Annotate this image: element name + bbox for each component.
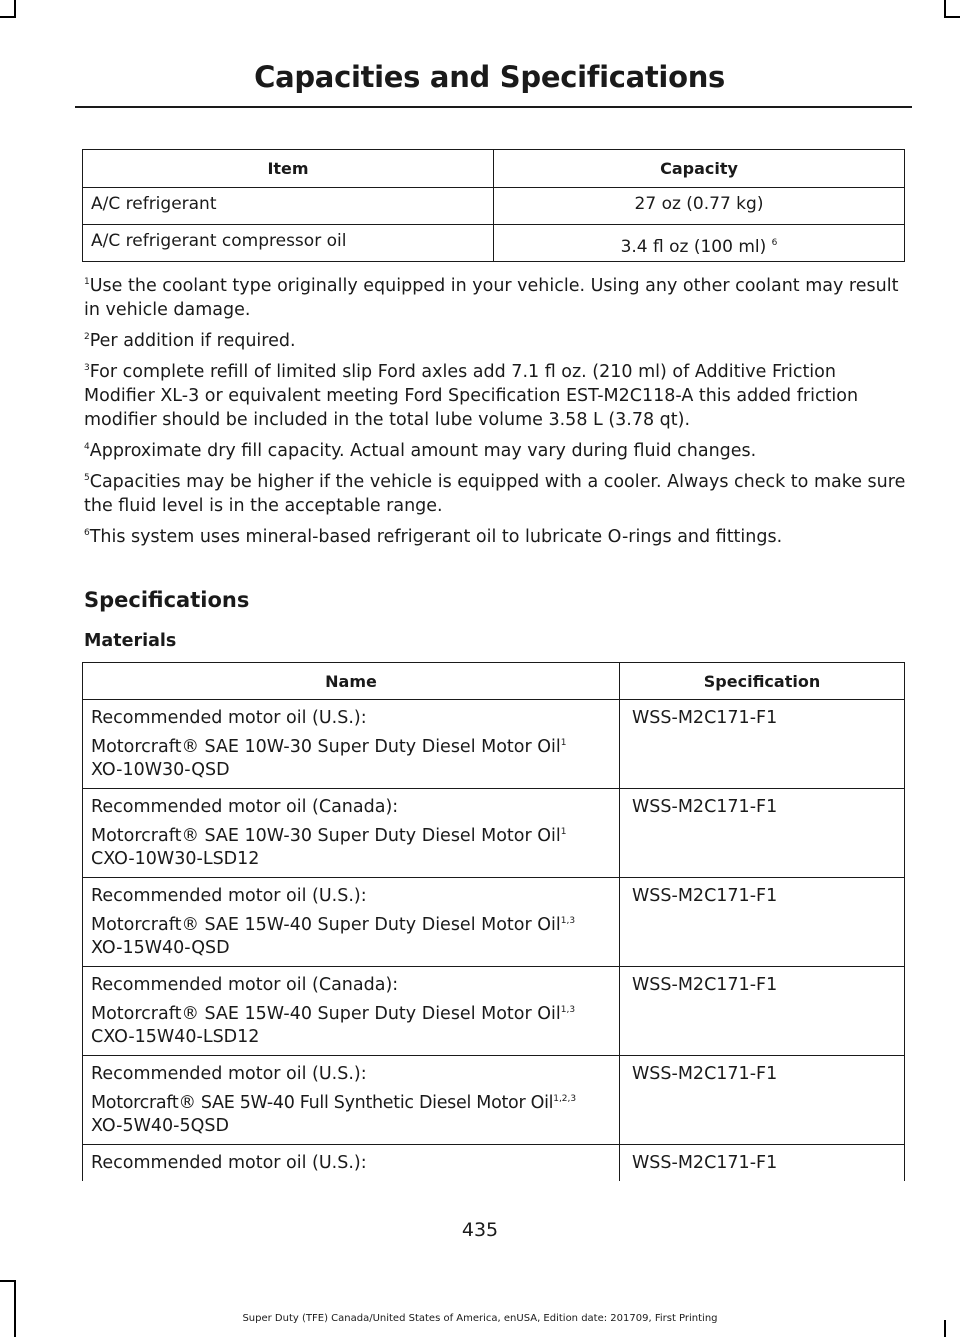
spec-cell: WSS-M2C171-F1 bbox=[620, 700, 905, 789]
footnote-number: 3 bbox=[84, 363, 90, 373]
crop-mark bbox=[14, 1280, 16, 1337]
table-row bbox=[83, 700, 905, 789]
crop-mark bbox=[944, 16, 960, 18]
oil-label: Recommended motor oil (U.S.): bbox=[91, 886, 367, 906]
spec-cell: WSS-M2C171-F1 bbox=[620, 1145, 905, 1182]
oil-label: Recommended motor oil (U.S.): bbox=[91, 708, 367, 728]
name-cell bbox=[83, 878, 620, 967]
footnote bbox=[84, 274, 908, 322]
part-number: XO-15W40-QSD bbox=[91, 938, 230, 958]
item-cell: A/C refrigerant bbox=[83, 188, 494, 225]
footnote-text: For complete refill of limited slip Ford axles add 7.1 fl oz. (210 ml) of Additive Friction Modifier XL-3 or equivalent meeting Ford Specification EST-M2C118-A this added friction modifier should be included in the total lube volume 3.58 L (3.78 qt). bbox=[84, 362, 859, 430]
capacity-table bbox=[82, 149, 905, 262]
footnote-number: 6 bbox=[84, 528, 90, 538]
footnote-ref: 6 bbox=[771, 238, 778, 248]
footnote bbox=[84, 439, 908, 463]
part-number: XO-5W40-5QSD bbox=[91, 1116, 229, 1136]
footnote-ref: 1,3 bbox=[560, 916, 576, 926]
name-cell bbox=[83, 967, 620, 1056]
footnote-ref: 1,2,3 bbox=[553, 1094, 577, 1104]
footnote-text: Use the coolant type originally equipped in your vehicle. Using any other coolant may result in vehicle damage. bbox=[84, 276, 899, 320]
title-divider bbox=[75, 106, 912, 108]
product-name: Motorcraft® SAE 15W-40 Super Duty Diesel Motor Oil bbox=[91, 1004, 561, 1024]
footnote-number: 1 bbox=[84, 277, 90, 287]
footnote-number: 2 bbox=[84, 332, 90, 342]
oil-label: Recommended motor oil (Canada): bbox=[91, 797, 399, 817]
table-header-row bbox=[83, 663, 905, 700]
footnote-ref: 1 bbox=[560, 827, 567, 837]
column-header-specification: Specification bbox=[620, 663, 905, 700]
footnote-ref: 1,3 bbox=[560, 1005, 576, 1015]
footer-text: Super Duty (TFE) Canada/United States of America, enUSA, Edition date: 201709, First Printing bbox=[242, 1313, 718, 1324]
oil-label: Recommended motor oil (U.S.): bbox=[91, 1064, 367, 1084]
footnote-text: Capacities may be higher if the vehicle is equipped with a cooler. Always check to make sure the fluid level is in the acceptable range. bbox=[84, 472, 906, 516]
table-row bbox=[83, 188, 905, 225]
footnote-text: Per addition if required. bbox=[89, 331, 296, 351]
spec-cell: WSS-M2C171-F1 bbox=[620, 789, 905, 878]
subsection-heading: Materials bbox=[84, 631, 177, 651]
footnotes bbox=[84, 274, 908, 556]
page-number: 435 bbox=[461, 1219, 499, 1241]
capacity-cell bbox=[494, 188, 905, 225]
capacity-cell bbox=[494, 225, 905, 262]
name-cell bbox=[83, 1145, 620, 1182]
part-number: XO-10W30-QSD bbox=[91, 760, 230, 780]
footnote-number: 5 bbox=[84, 473, 90, 483]
crop-mark bbox=[0, 16, 16, 18]
part-number: CXO-10W30-LSD12 bbox=[91, 849, 260, 869]
spec-cell: WSS-M2C171-F1 bbox=[620, 878, 905, 967]
footnote-text: Approximate dry fill capacity. Actual amount may vary during fluid changes. bbox=[89, 441, 757, 461]
product-name: Motorcraft® SAE 5W-40 Full Synthetic Diesel Motor Oil bbox=[91, 1093, 554, 1113]
column-header-capacity: Capacity bbox=[494, 150, 905, 188]
footnote bbox=[84, 329, 908, 353]
table-row bbox=[83, 225, 905, 262]
footnote bbox=[84, 360, 908, 432]
spec-cell: WSS-M2C171-F1 bbox=[620, 967, 905, 1056]
table-header-row bbox=[83, 150, 905, 188]
name-cell bbox=[83, 789, 620, 878]
footnote-ref: 1 bbox=[560, 738, 567, 748]
part-number: CXO-15W40-LSD12 bbox=[91, 1027, 260, 1047]
item-cell: A/C refrigerant compressor oil bbox=[83, 225, 494, 262]
capacity-value: 3.4 fl oz (100 ml) bbox=[620, 237, 767, 257]
table-row bbox=[83, 789, 905, 878]
footnote-text: This system uses mineral-based refrigerant oil to lubricate O-rings and fittings. bbox=[89, 527, 783, 547]
page-title: Capacities and Specifications bbox=[254, 60, 725, 94]
capacity-value: 27 oz (0.77 kg) bbox=[634, 194, 764, 214]
table-row bbox=[83, 1145, 905, 1182]
oil-label: Recommended motor oil (U.S.): bbox=[91, 1153, 367, 1173]
name-cell bbox=[83, 700, 620, 789]
product-name: Motorcraft® SAE 15W-40 Super Duty Diesel Motor Oil bbox=[91, 915, 561, 935]
crop-mark bbox=[0, 1280, 16, 1282]
footnote-number: 4 bbox=[84, 442, 90, 452]
table-row bbox=[83, 878, 905, 967]
section-heading: Specifications bbox=[84, 588, 250, 612]
table-row bbox=[83, 1056, 905, 1145]
product-name: Motorcraft® SAE 10W-30 Super Duty Diesel Motor Oil bbox=[91, 826, 561, 846]
spec-cell: WSS-M2C171-F1 bbox=[620, 1056, 905, 1145]
product-name: Motorcraft® SAE 10W-30 Super Duty Diesel Motor Oil bbox=[91, 737, 561, 757]
table-row bbox=[83, 967, 905, 1056]
footnote bbox=[84, 525, 908, 549]
materials-table bbox=[82, 662, 905, 1181]
footnote bbox=[84, 470, 908, 518]
column-header-item: Item bbox=[83, 150, 494, 188]
column-header-name: Name bbox=[83, 663, 620, 700]
name-cell bbox=[83, 1056, 620, 1145]
oil-label: Recommended motor oil (Canada): bbox=[91, 975, 399, 995]
